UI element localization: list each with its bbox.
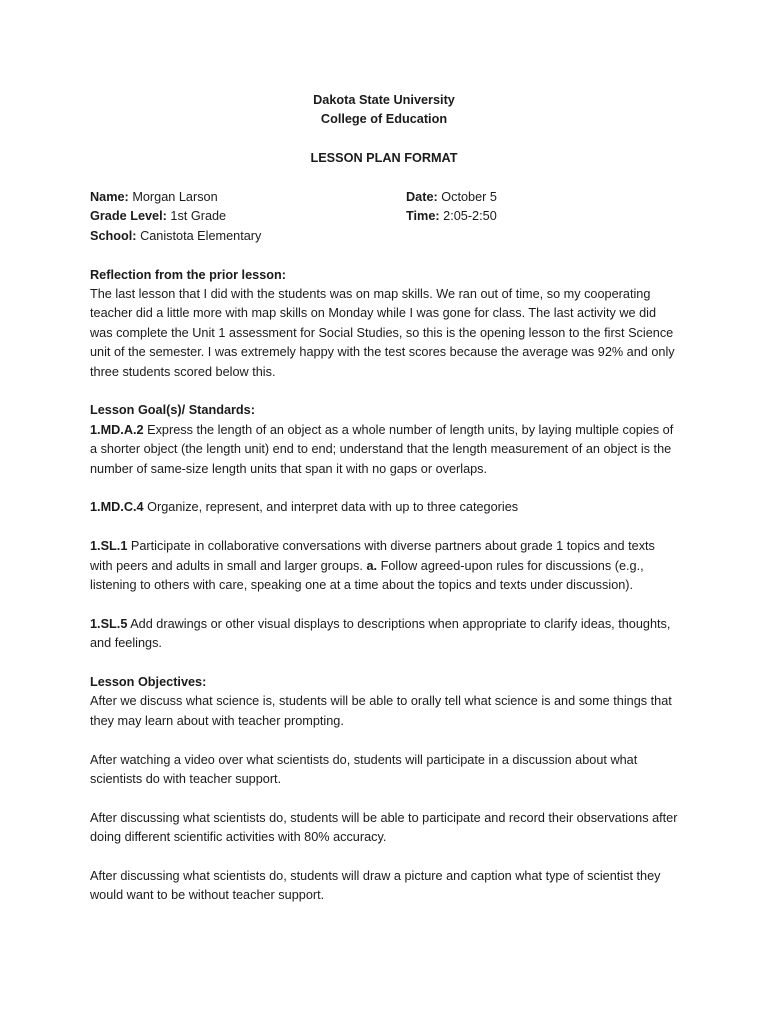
objective-item: After discussing what scientists do, students will draw a picture and caption what type of scientist they would want to be without teacher support. [90,869,661,903]
standards-heading: Lesson Goal(s)/ Standards: [90,403,255,418]
standard-text: Participate in collaborative conversations with diverse partners about grade 1 topics and texts with peers and adults in small and larger groups. [90,539,655,573]
school-value: Canistota Elementary [140,228,262,243]
reflection-heading: Reflection from the prior lesson: [90,267,286,282]
standard-subtext: Follow agreed-upon rules for discussions (e.g., listening to others with care, speaking one at a time about the topics and texts under discussion). [90,558,644,593]
standard-item [90,537,678,595]
info-row-name-date [90,188,678,207]
university-name: Dakota State University [313,93,455,107]
grade-field [90,207,406,226]
standard-code: 1.MD.C.4 [90,500,144,515]
objective-item: After we discuss what science is, students will be able to orally tell what science is and some things that they may learn about with teacher prompting. [90,694,672,728]
college-name: College of Education [320,112,448,127]
date-field [406,188,497,207]
school-field [90,227,678,246]
standard-item [90,498,678,517]
objectives-heading: Lesson Objectives: [90,675,207,690]
standard-text: Add drawings or other visual displays to descriptions when appropriate to clarify ideas, thoughts, and feelings. [90,616,671,651]
time-label: Time: [406,209,440,224]
date-value: October 5 [441,190,497,204]
reflection-text: The last lesson that I did with the students was on map skills. We ran out of time, so my cooperating teacher did a little more with map skills on Monday while I was gone for class. The last activity we did was complete the Unit 1 assessment for Social Studies, so this is the opening lesson to the first Science unit of the semester. I was extremely happy with the test scores because the average was 92% and only three students scored below this. [90,287,675,379]
standard-subcode: a. [366,558,378,573]
standard-item [90,421,678,479]
grade-label: Grade Level: [90,209,167,224]
grade-value: 1st Grade [170,209,227,224]
time-field [406,207,497,226]
standard-text: Express the length of an object as a whole number of length units, by laying multiple copies of a shorter object (the length unit) end to end; understand that the length measurement of an object is the number of same-size length units that span it with no gaps or overlaps. [90,422,674,476]
time-value: 2:05-2:50 [443,209,497,224]
standard-item [90,615,678,654]
info-row-grade-time [90,207,678,226]
standard-code: 1.SL.5 [90,616,128,631]
school-label: School: [90,228,137,243]
objective-item: After discussing what scientists do, students will be able to participate and record their observations after doing different scientific activities with 80% accuracy. [90,810,678,845]
document-title: LESSON PLAN FORMAT [310,151,458,166]
name-value: Morgan Larson [132,190,218,204]
standard-code: 1.MD.A.2 [90,422,144,437]
date-label: Date: [406,190,438,204]
objective-item: After watching a video over what scientists do, students will participate in a discussion about what scientists do with teacher support. [90,752,638,787]
name-label: Name: [90,190,129,204]
name-field [90,188,406,207]
standard-text: Organize, represent, and interpret data with up to three categories [147,500,519,515]
standard-code: 1.SL.1 [90,539,128,554]
lesson-plan-body [90,91,678,906]
